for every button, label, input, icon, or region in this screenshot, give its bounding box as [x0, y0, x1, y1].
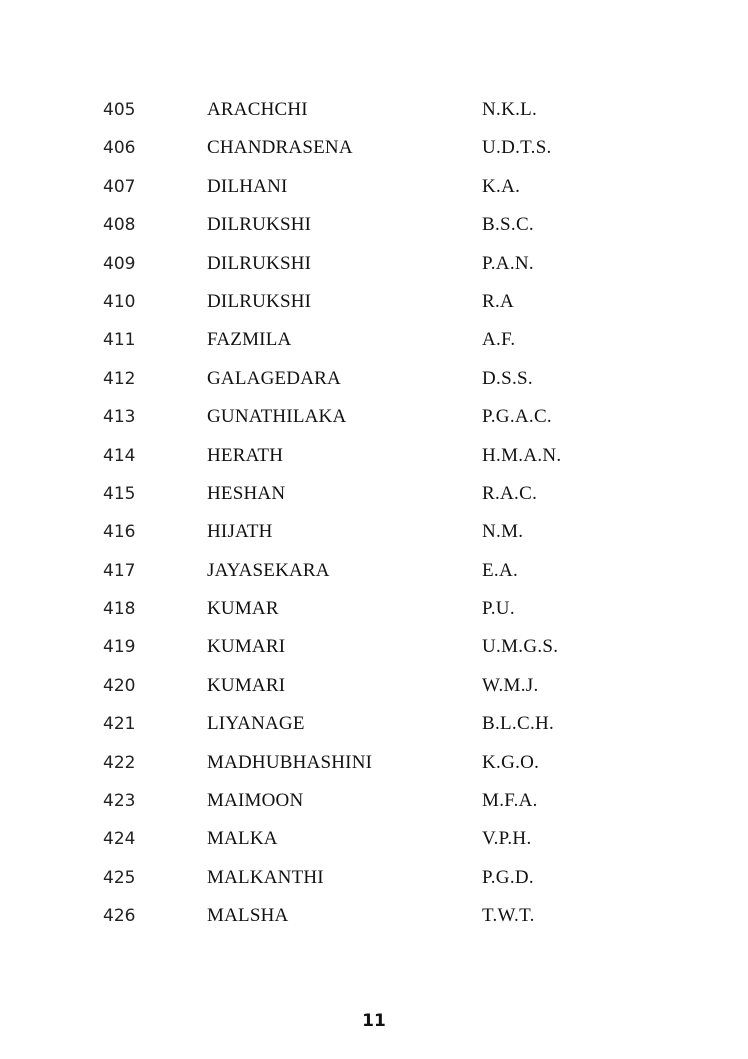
list-item [0, 441, 748, 479]
entry-number: 420 [103, 675, 136, 696]
list-item [0, 402, 748, 440]
entry-initials: P.A.N. [482, 252, 534, 274]
entry-number: 425 [103, 867, 136, 888]
entry-number: 415 [103, 483, 136, 504]
list-item [0, 95, 748, 133]
entry-number: 409 [103, 253, 136, 274]
entry-number: 405 [103, 100, 136, 120]
entry-number: 410 [103, 291, 136, 312]
entry-initials: P.G.D. [482, 866, 534, 888]
list-item [0, 594, 748, 632]
entry-initials: K.G.O. [482, 751, 540, 773]
entry-number: 413 [103, 407, 136, 428]
entry-number: 421 [103, 714, 136, 735]
entry-number: 408 [103, 215, 136, 236]
list-item [0, 824, 748, 862]
list-item [0, 671, 748, 709]
entry-surname: HIJATH [207, 521, 273, 543]
entry-surname: JAYASEKARA [207, 559, 330, 581]
entry-surname: MALKA [207, 828, 278, 850]
entry-initials: R.A [482, 290, 515, 312]
entry-initials: H.M.A.N. [482, 444, 562, 466]
entry-number: 426 [103, 906, 136, 927]
entry-surname: DILHANI [207, 175, 288, 197]
entry-surname: DILRUKSHI [207, 214, 312, 236]
entry-number: 424 [103, 829, 136, 850]
list-item [0, 133, 748, 171]
entry-initials: E.A. [482, 559, 519, 581]
entry-initials: P.U. [482, 598, 515, 620]
page-number: 11 [362, 1011, 386, 1031]
entry-surname: LIYANAGE [207, 713, 305, 735]
entry-surname: KUMARI [207, 674, 286, 696]
entry-surname: GUNATHILAKA [207, 406, 347, 428]
entry-surname: DILRUKSHI [207, 252, 312, 274]
entry-surname: DILRUKSHI [207, 290, 312, 312]
entry-initials: R.A.C. [482, 482, 538, 504]
entry-initials: B.L.C.H. [482, 713, 555, 735]
entry-surname: MALKANTHI [207, 866, 324, 888]
entry-initials: M.F.A. [482, 790, 538, 812]
list-item [0, 632, 748, 670]
list-item [0, 556, 748, 594]
list-item [0, 709, 748, 747]
entry-number: 418 [103, 599, 136, 620]
entry-number: 422 [103, 752, 136, 773]
entry-initials: A.F. [482, 329, 516, 351]
entry-number: 406 [103, 138, 136, 159]
entry-number: 423 [103, 791, 136, 812]
entry-initials: K.A. [482, 175, 521, 197]
list-item [0, 517, 748, 555]
entry-number: 412 [103, 368, 136, 389]
entry-list [0, 95, 748, 940]
entry-number: 419 [103, 637, 136, 658]
entry-surname: MAIMOON [207, 790, 304, 812]
entry-surname: CHANDRASENA [207, 137, 353, 159]
entry-initials: T.W.T. [482, 905, 535, 927]
entry-initials: B.S.C. [482, 214, 534, 236]
list-item [0, 287, 748, 325]
entry-surname: HESHAN [207, 482, 286, 504]
entry-number: 417 [103, 560, 136, 581]
list-item [0, 901, 748, 939]
entry-initials: V.P.H. [482, 828, 532, 850]
entry-surname: ARACHCHI [207, 99, 308, 120]
list-item [0, 479, 748, 517]
list-item [0, 249, 748, 287]
entry-initials: U.D.T.S. [482, 137, 552, 159]
entry-surname: GALAGEDARA [207, 367, 341, 389]
entry-number: 407 [103, 176, 136, 197]
entry-initials: N.M. [482, 521, 524, 543]
entry-surname: FAZMILA [207, 329, 292, 351]
entry-surname: MADHUBHASHINI [207, 751, 373, 773]
entry-number: 411 [103, 330, 136, 351]
list-item [0, 172, 748, 210]
entry-initials: U.M.G.S. [482, 636, 559, 658]
entry-initials: W.M.J. [482, 674, 539, 696]
list-item [0, 748, 748, 786]
entry-number: 414 [103, 445, 136, 466]
entry-surname: HERATH [207, 444, 284, 466]
entry-initials: P.G.A.C. [482, 406, 552, 428]
entry-surname: KUMAR [207, 598, 279, 620]
entry-surname: KUMARI [207, 636, 286, 658]
list-item [0, 786, 748, 824]
list-item [0, 325, 748, 363]
list-item [0, 364, 748, 402]
entry-initials: N.K.L. [482, 99, 538, 120]
entry-number: 416 [103, 522, 136, 543]
list-item [0, 863, 748, 901]
entry-surname: MALSHA [207, 905, 289, 927]
list-item [0, 210, 748, 248]
entry-initials: D.S.S. [482, 367, 533, 389]
